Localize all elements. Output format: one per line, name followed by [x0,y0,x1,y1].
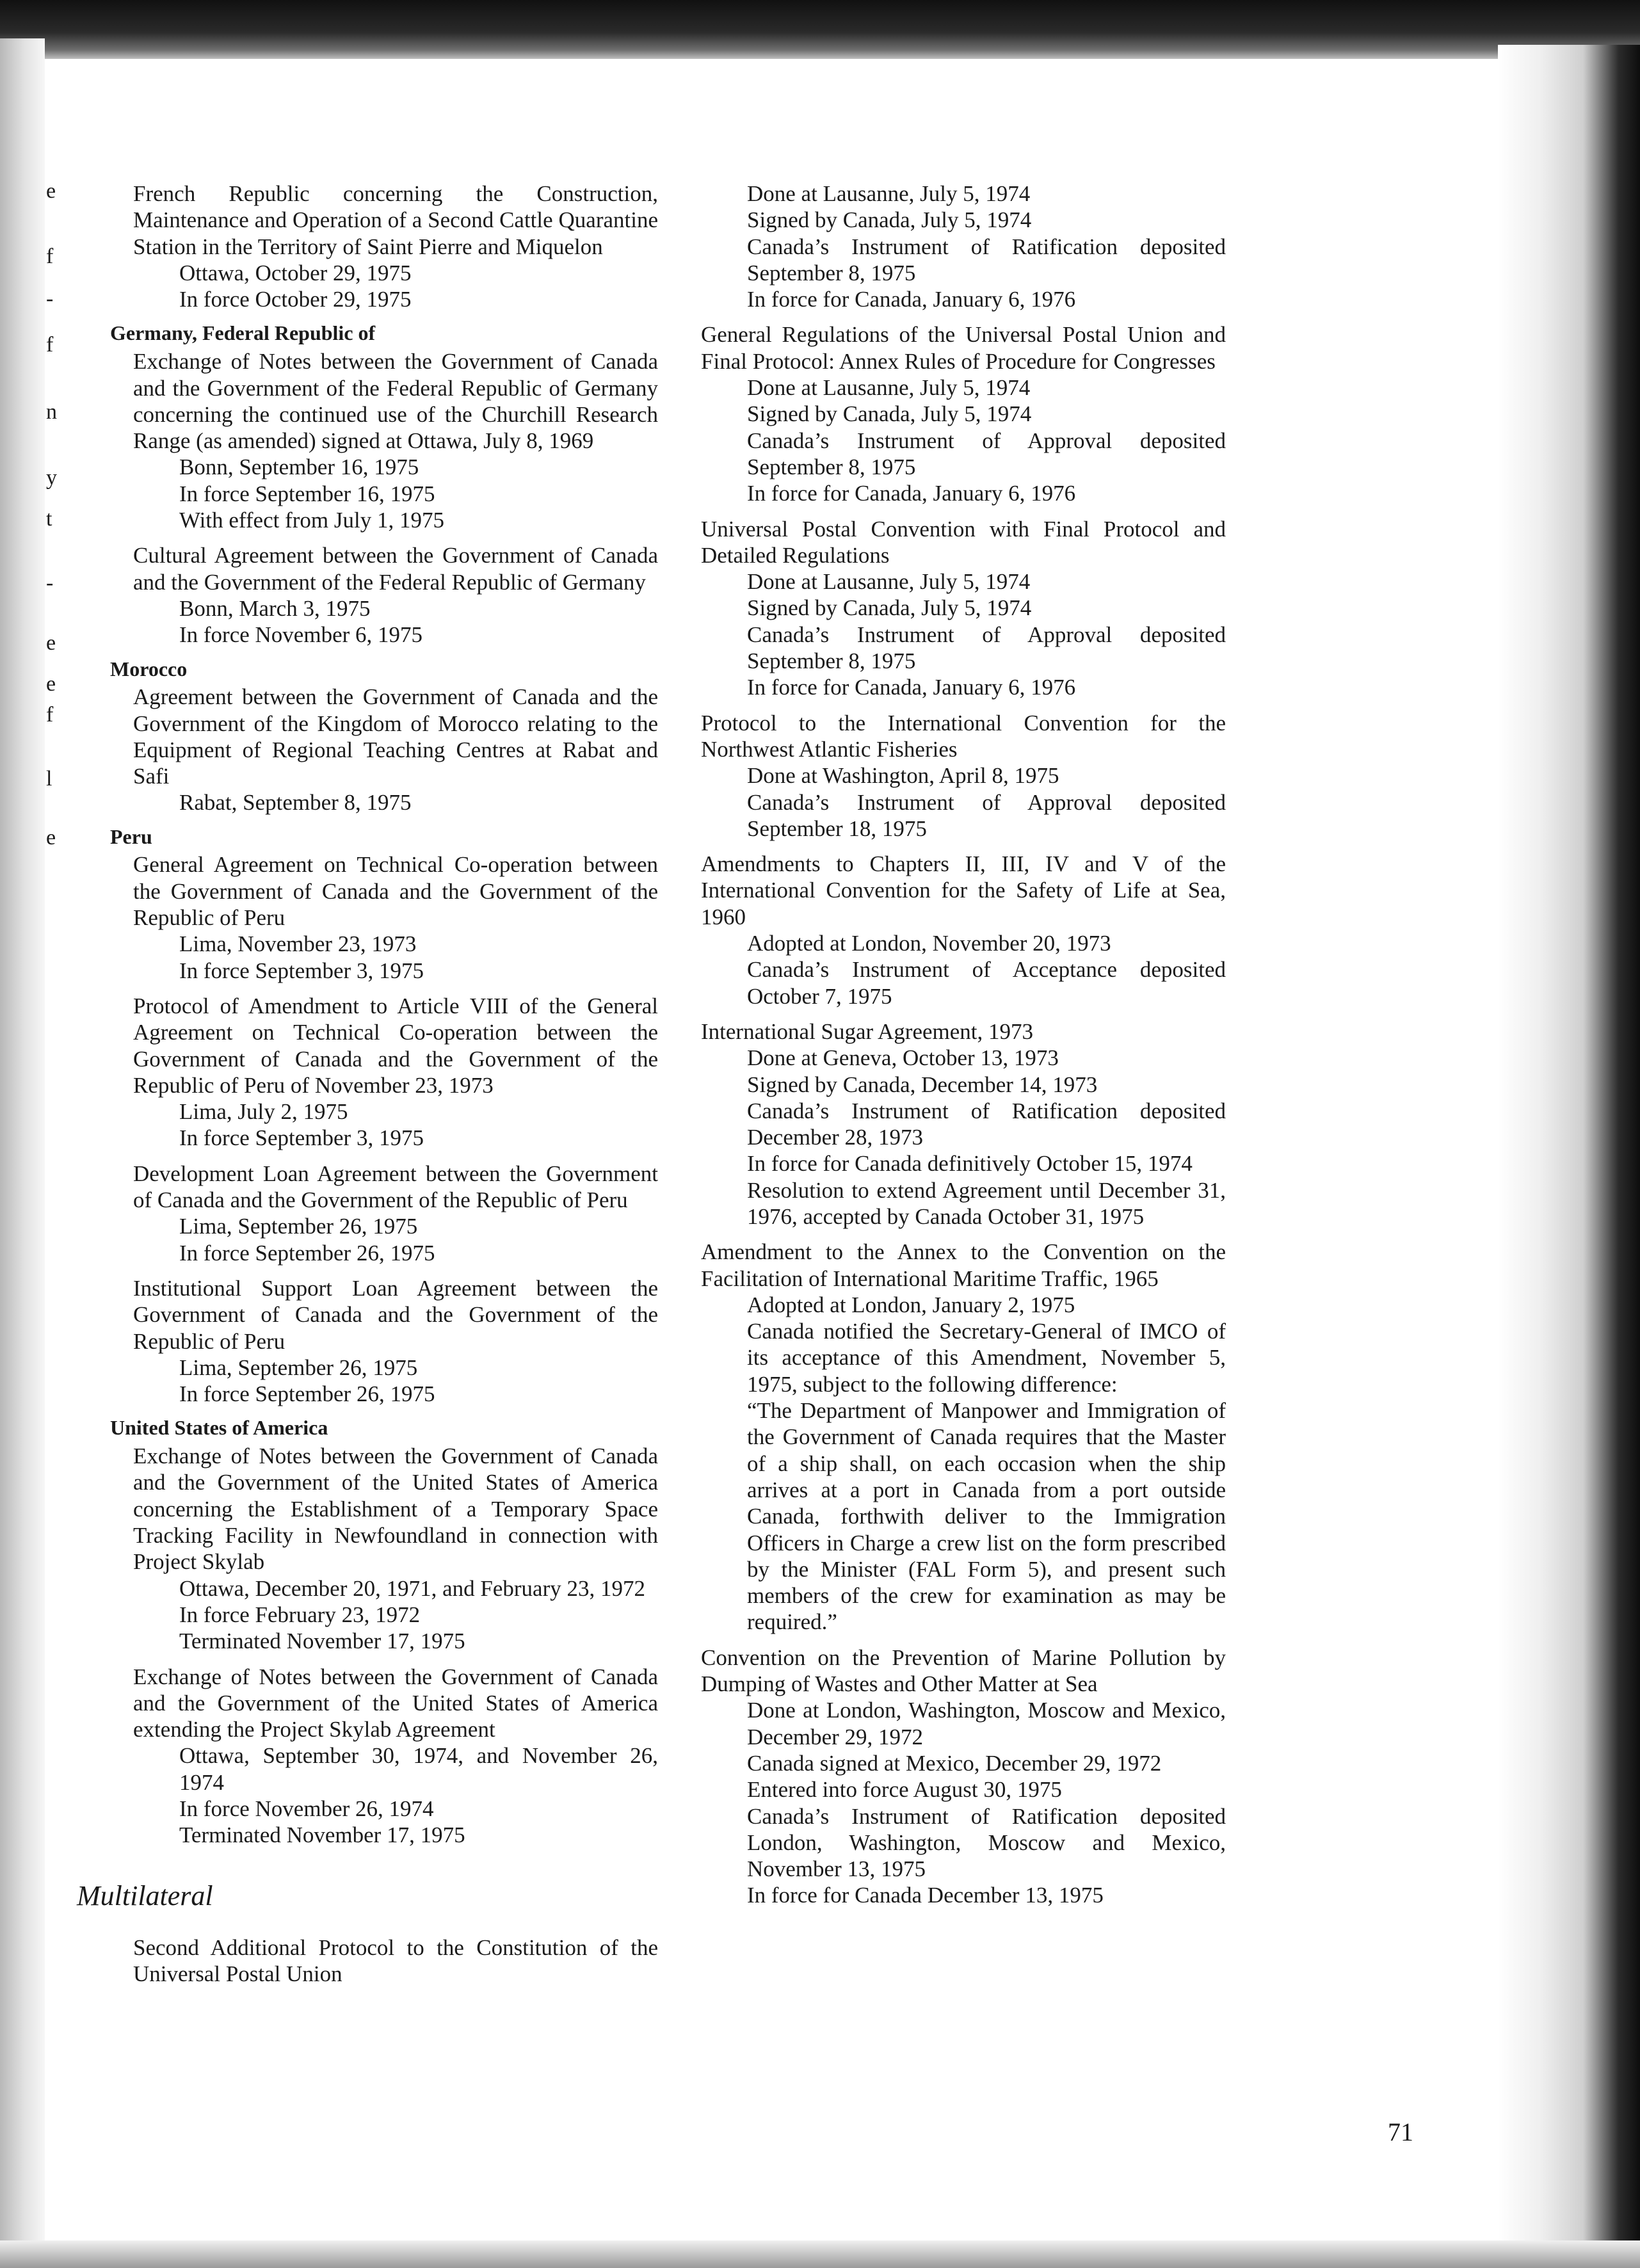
margin-letter: e [46,826,56,849]
country-heading: Germany, Federal Republic of [110,321,376,345]
entry-line: In force November 6, 1975 [179,622,423,648]
margin-letter: f [46,245,54,268]
entry-title: Amendments to Chapters II, III, IV and V of the International Convention for the Safety of Life at Sea, 1960 [701,851,1226,929]
entry-title: Second Additional Protocol to the Constitution of the Universal Postal Union [133,1934,658,1986]
entry-line: Done at Washington, April 8, 1975 [747,763,1059,789]
entry-line: Canada’s Instrument of Ratification deposited December 28, 1973 [747,1098,1226,1150]
margin-letter: n [46,400,57,424]
scan-left-edge [0,38,45,2268]
treaty-entry [133,1161,658,1266]
treaty-entry [133,348,658,533]
entry-line: Bonn, September 16, 1975 [179,454,419,480]
entry-line: Adopted at London, January 2, 1975 [747,1292,1075,1317]
entry-line: Canada’s Instrument of Acceptance deposited October 7, 1975 [747,957,1226,1009]
entry-title: Exchange of Notes between the Government of Canada and the Government of the United States of America concerning the Establishment of a Temporary Space Tracking Facility in Newfoundland in connection with Project Skylab [133,1444,658,1575]
entry-title: Development Loan Agreement between the Government of Canada and the Government of the Republic of Peru [133,1161,658,1213]
entry-title: Protocol to the International Convention for the Northwest Atlantic Fisheries [701,710,1226,762]
entry-line: Adopted at London, November 20, 1973 [747,931,1111,956]
entry-line: Bonn, March 3, 1975 [179,595,371,621]
treaty-entry [701,710,1226,842]
country-heading: United States of America [110,1416,328,1440]
treaty-entry [133,993,658,1152]
entry-line: In force September 3, 1975 [179,1125,424,1151]
entry-title: International Sugar Agreement, 1973 [701,1018,1034,1044]
entry-line: Canada’s Instrument of Approval deposited September 8, 1975 [747,428,1226,479]
entry-line: Terminated November 17, 1975 [179,1629,465,1654]
country-heading: Peru [110,824,152,848]
left-column [77,181,658,1996]
entry-title: General Agreement on Technical Co-operation between the Government of Canada and the Government of the Republic of Peru [133,852,658,931]
entry-line: Rabat, September 8, 1975 [179,790,412,816]
margin-letter: l [46,767,52,791]
entry-line: With effect from July 1, 1975 [179,508,444,533]
margin-letter: e [46,672,56,696]
entry-line: Canada signed at Mexico, December 29, 1972 [747,1750,1162,1776]
treaty-entry [701,321,1226,506]
entry-title: Universal Postal Convention with Final Protocol and Detailed Regulations [701,516,1226,568]
entry-line: Signed by Canada, July 5, 1974 [747,207,1032,233]
entry-line: In force for Canada December 13, 1975 [747,1883,1104,1908]
entry-title: Convention on the Prevention of Marine Pollution by Dumping of Wastes and Other Matter at Sea [701,1645,1226,1697]
treaty-entry [701,851,1226,1009]
entry-line: In force February 23, 1972 [179,1602,421,1627]
document-page [45,59,1498,2240]
entry-title: Exchange of Notes between the Government of Canada and the Government of the Federal Republic of Germany concerning the continued use of the Churchill Research Range (as amended) signed at Ottawa, July 8, 1969 [133,349,658,454]
entry-line: Done at Lausanne, July 5, 1974 [747,181,1031,206]
entry-line: Ottawa, September 30, 1974, and November 26, 1974 [179,1743,658,1795]
entry-line: Lima, September 26, 1975 [179,1355,418,1380]
entry-line: Done at Geneva, October 13, 1973 [747,1045,1059,1071]
entry-line: Canada’s Instrument of Ratification deposited London, Washington, Moscow and Mexico, November 13, 1975 [747,1803,1226,1882]
scan-right-edge [1498,45,1640,2268]
entry-line: Done at Lausanne, July 5, 1974 [747,569,1031,595]
entry-line: Ottawa, December 20, 1971, and February 23, 1972 [179,1575,645,1601]
entry-line: Canada notified the Secretary-General of IMCO of its acceptance of this Amendment, November 5, 1975, subject to the following difference: [747,1319,1226,1397]
entry-line: Resolution to extend Agreement until December 31, 1976, accepted by Canada October 31, 1975 [747,1177,1226,1229]
treaty-entry [701,1645,1226,1909]
entry-line: In force November 26, 1974 [179,1796,434,1822]
entry-title: French Republic concerning the Construction, Maintenance and Operation of a Second Cattle Quarantine Station in the Territory of Saint Pierre and Miquelon [133,181,658,259]
entry-line: Done at London, Washington, Moscow and Mexico, December 29, 1972 [747,1698,1226,1749]
treaty-entry [133,1275,658,1407]
entry-line: In force September 16, 1975 [179,481,435,506]
margin-letter: - [46,571,54,595]
margin-letter: e [46,179,56,203]
margin-letter: f [46,703,54,727]
entry-title: Agreement between the Government of Canada and the Government of the Kingdom of Morocco relating to the Equipment of Regional Teaching Centres at Rabat and Safi [133,684,658,789]
entry-line: Canada’s Instrument of Approval deposited September 18, 1975 [747,789,1226,841]
entry-line: In force for Canada, January 6, 1976 [747,675,1076,700]
treaty-entry [133,542,658,648]
entry-line: Lima, September 26, 1975 [179,1214,418,1239]
entry-line: In force for Canada definitively October 15, 1974 [747,1151,1193,1177]
treaty-entry [133,684,658,816]
entry-line: In force September 3, 1975 [179,958,424,983]
country-list [110,321,658,1848]
trailing-entry [133,1934,658,1988]
entry-line: Entered into force August 30, 1975 [747,1777,1062,1803]
treaty-entry [133,1443,658,1654]
treaty-entry [133,1664,658,1849]
country-heading: Morocco [110,657,188,680]
entry-line: In force for Canada, January 6, 1976 [747,481,1076,506]
intro-entry [133,181,658,312]
entry-title: Cultural Agreement between the Government of Canada and the Government of the Federal Republic of Germany [133,543,658,595]
entry-title: Protocol of Amendment to Article VIII of the General Agreement on Technical Co-operation between the Government of Canada and the Government of the Republic of Peru of November 23, 1973 [133,993,658,1098]
entry-line: Terminated November 17, 1975 [179,1822,465,1848]
entry-title: General Regulations of the Universal Postal Union and Final Protocol: Annex Rules of Procedure for Congresses [701,322,1226,374]
entry-line: In force September 26, 1975 [179,1240,435,1266]
entry-line: Canada’s Instrument of Ratification deposited September 8, 1975 [747,234,1226,286]
scan-bottom-edge [0,2240,1640,2268]
entry-line: Lima, November 23, 1973 [179,931,417,957]
entry-line: Ottawa, October 29, 1975 [179,260,412,286]
entry-line: Lima, July 2, 1975 [179,1099,348,1125]
entry-line: In force September 26, 1975 [179,1381,435,1407]
margin-letter: f [46,333,54,357]
scan-top-edge [0,0,1640,59]
margin-letter: - [46,287,54,310]
treaty-entry [701,1018,1226,1230]
entry-title: Exchange of Notes between the Government of Canada and the Government of the United States of America extending the Project Skylab Agreement [133,1664,658,1742]
page-number: 71 [1388,2118,1413,2146]
entry-title: Institutional Support Loan Agreement between the Government of Canada and the Government of the Republic of Peru [133,1275,658,1354]
entry-line: Signed by Canada, July 5, 1974 [747,595,1032,621]
margin-letter: e [46,631,56,655]
margin-letter: y [46,466,57,490]
entry-line: Canada’s Instrument of Approval deposited September 8, 1975 [747,622,1226,674]
margin-letter: t [46,507,52,531]
treaty-entry [701,1239,1226,1635]
treaty-entry [133,851,658,983]
entry-title: Amendment to the Annex to the Convention on the Facilitation of International Maritime Traffic, 1965 [701,1239,1226,1291]
right-column [701,181,1226,1918]
entry-line: In force for Canada, January 6, 1976 [747,287,1076,312]
entry-line: “The Department of Manpower and Immigration of the Government of Canada requires that the Master of a ship shall, on each occasion when the ship arrives at a port in Canada from a port outside Canada, forthwith deliver to the Immigration Officers in Charge a crew list on the form prescribed by the Minister (FAL Form 5), and present such members of the crew for examination as may be required.” [747,1398,1226,1635]
entry-line: Signed by Canada, July 5, 1974 [747,401,1032,427]
treaty-entry [701,181,1226,312]
entry-line: In force October 29, 1975 [179,287,412,312]
treaty-entry [701,516,1226,701]
entry-line: Signed by Canada, December 14, 1973 [747,1072,1098,1097]
section-heading: Multilateral [77,1879,213,1911]
entry-line: Done at Lausanne, July 5, 1974 [747,375,1031,401]
